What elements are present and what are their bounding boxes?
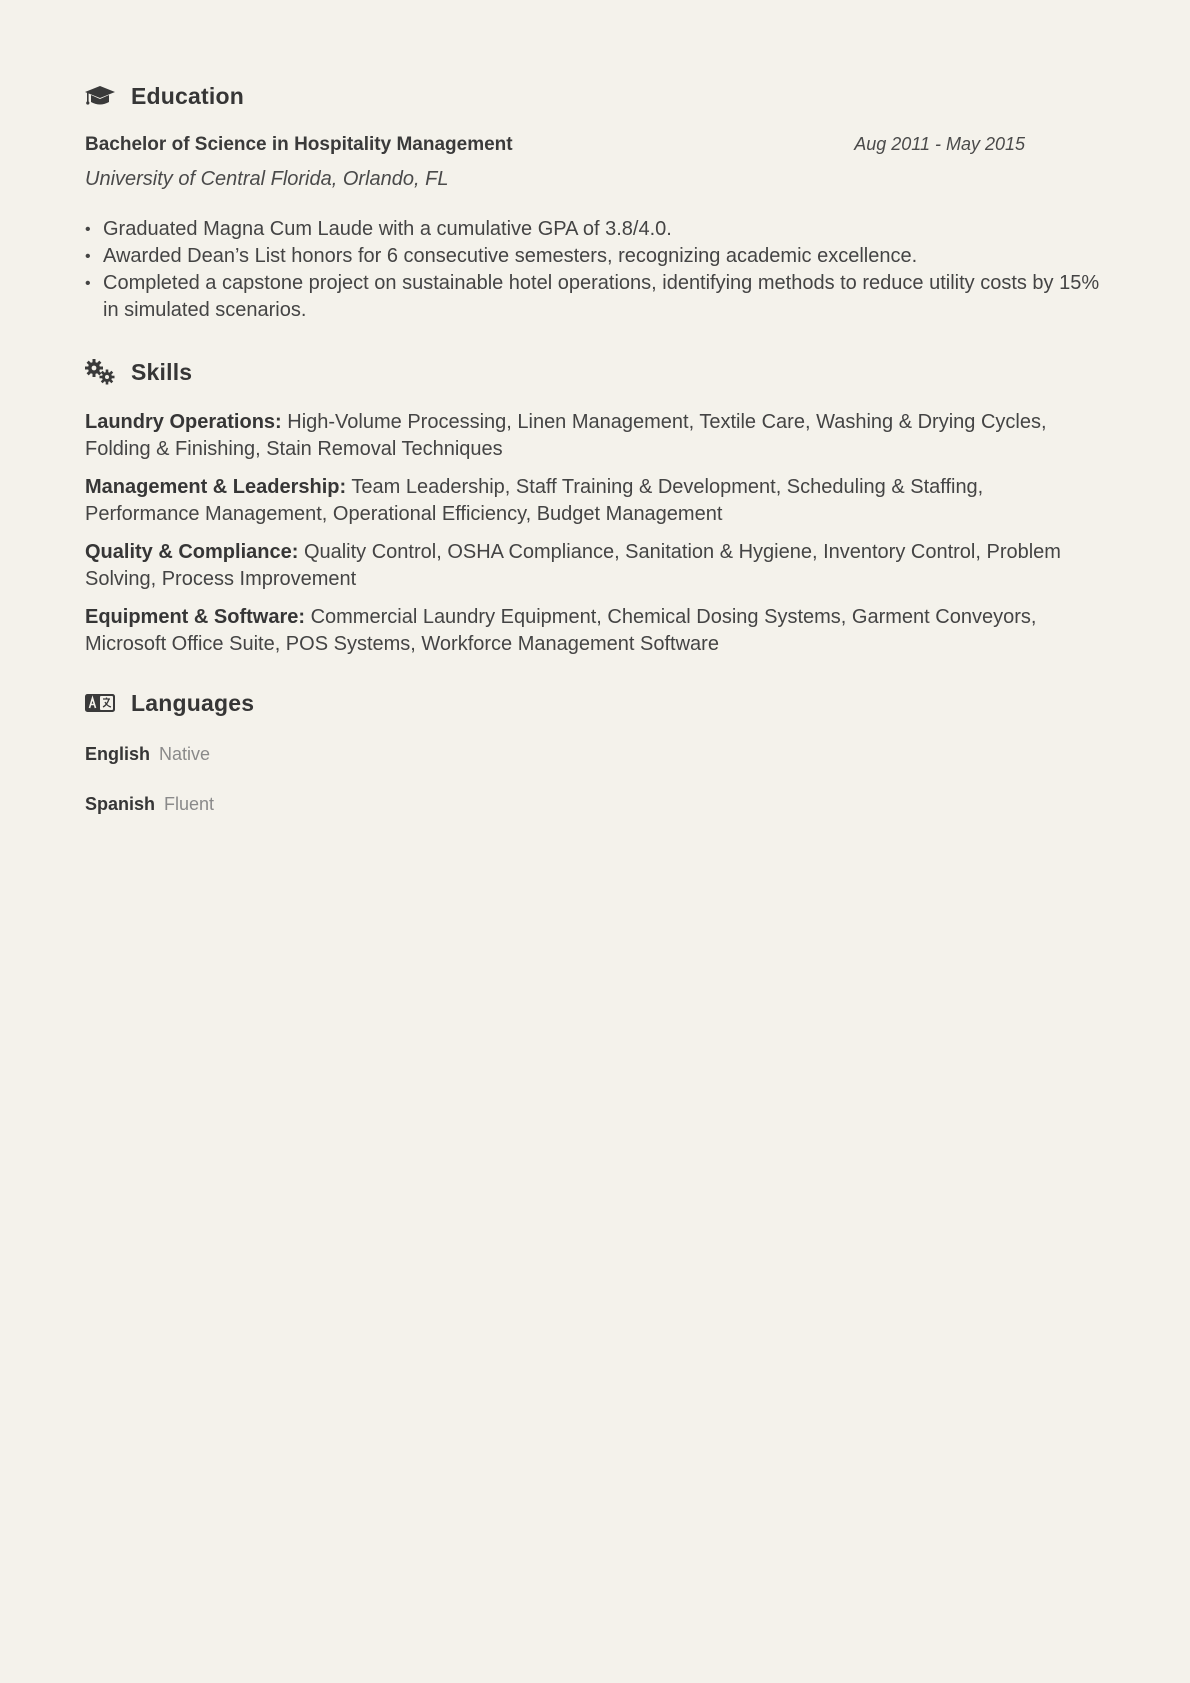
language-icon [85, 689, 117, 717]
education-bullets [85, 216, 1113, 324]
skill-values: Commercial Laundry Equipment, Chemical Dosing Systems, Garment Conveyors, Microsoft Office Suite, POS Systems, Workforce Management Software [85, 606, 1037, 655]
skill-row [85, 409, 1100, 463]
skill-values: Quality Control, OSHA Compliance, Sanitation & Hygiene, Inventory Control, Problem Solving, Process Improvement [85, 541, 1061, 590]
list-item: • Graduated Magna Cum Laude with a cumulative GPA of 3.8/4.0. [103, 216, 1113, 243]
skill-category: Equipment & Software: [85, 606, 306, 628]
languages-title: Languages [131, 689, 255, 716]
language-item [85, 792, 214, 842]
skill-row [85, 604, 1100, 658]
education-title: Education [131, 82, 244, 109]
education-section-header [85, 78, 244, 114]
graduation-cap-icon [85, 82, 117, 110]
languages-list [85, 742, 214, 842]
skill-values: Team Leadership, Staff Training & Development, Scheduling & Staffing, Performance Management, Operational Efficiency, Budget Management [85, 476, 984, 525]
skills-list [85, 409, 1100, 669]
skills-section-header [85, 354, 192, 390]
languages-section-header [85, 685, 254, 721]
language-name: English [85, 744, 151, 764]
list-item: • Awarded Dean’s List honors for 6 consecutive semesters, recognizing academic excellence. [103, 243, 1113, 270]
language-level: Fluent [164, 794, 215, 814]
skill-row [85, 539, 1100, 593]
language-level: Native [159, 744, 211, 764]
gears-icon [85, 358, 117, 386]
skill-category: Management & Leadership: [85, 476, 347, 498]
skill-category: Quality & Compliance: [85, 541, 299, 563]
skill-category: Laundry Operations: [85, 411, 282, 433]
language-name: Spanish [85, 794, 156, 814]
school-name: University of Central Florida, Orlando, FL [85, 168, 449, 190]
degree-row [85, 134, 1025, 160]
degree-dates: Aug 2011 - May 2015 [854, 134, 1025, 154]
language-item [85, 742, 214, 792]
skills-title: Skills [131, 358, 193, 385]
skill-values: High-Volume Processing, Linen Management, Textile Care, Washing & Drying Cycles, Folding & Finishing, Stain Removal Techniques [85, 411, 1047, 460]
degree-name: Bachelor of Science in Hospitality Management [85, 134, 513, 155]
list-item: • Completed a capstone project on sustainable hotel operations, identifying methods to reduce utility costs by 15% in simulated scenarios. [103, 270, 1113, 324]
skill-row [85, 474, 1100, 528]
